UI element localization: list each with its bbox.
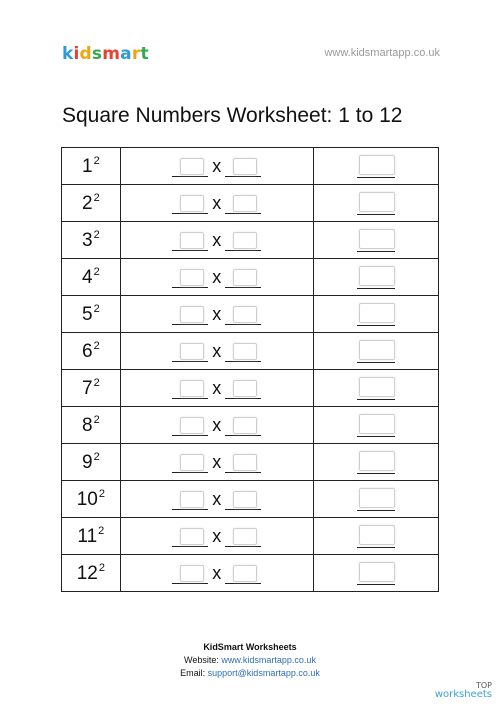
answer-cell xyxy=(313,444,438,481)
factor-input-right[interactable] xyxy=(233,454,257,471)
multiplication-cell xyxy=(120,555,313,592)
factor-input-right[interactable] xyxy=(233,528,257,545)
answer-blank[interactable] xyxy=(357,525,395,548)
table-row xyxy=(62,555,439,592)
answer-input[interactable] xyxy=(359,451,395,471)
factor-blank-right[interactable] xyxy=(225,415,261,436)
factor-blank-right[interactable] xyxy=(225,489,261,510)
factor-blank-right[interactable] xyxy=(225,304,261,325)
table-row xyxy=(62,185,439,222)
square-expression xyxy=(62,296,121,333)
factor-blank-left[interactable] xyxy=(172,489,208,510)
times-symbol: x xyxy=(212,193,222,213)
exponent: 2 xyxy=(93,302,100,315)
square-expression xyxy=(62,370,121,407)
answer-input[interactable] xyxy=(359,340,395,360)
factor-input-left[interactable] xyxy=(180,565,204,582)
times-symbol: x xyxy=(212,563,222,583)
factor-input-left[interactable] xyxy=(180,306,204,323)
base-number: 9 xyxy=(82,451,93,473)
factor-input-right[interactable] xyxy=(233,306,257,323)
multiplication-cell xyxy=(120,185,313,222)
multiplication-cell xyxy=(120,518,313,555)
base-number: 5 xyxy=(82,303,93,325)
top-worksheets-line2: worksheets xyxy=(434,689,492,700)
logo-letter: k xyxy=(62,44,74,64)
factor-input-right[interactable] xyxy=(233,565,257,582)
factor-blank-right[interactable] xyxy=(225,526,261,547)
answer-blank[interactable] xyxy=(357,229,395,252)
factor-input-right[interactable] xyxy=(233,380,257,397)
answer-input[interactable] xyxy=(359,414,395,434)
table-row xyxy=(62,333,439,370)
footer-website-link[interactable]: www.kidsmartapp.co.uk xyxy=(221,655,316,665)
times-symbol: x xyxy=(212,452,222,472)
answer-input[interactable] xyxy=(359,525,395,545)
answer-cell xyxy=(313,370,438,407)
times-symbol: x xyxy=(212,489,222,509)
base-number: 2 xyxy=(82,192,93,214)
logo-letter: r xyxy=(131,44,141,64)
factor-blank-left[interactable] xyxy=(172,193,208,214)
answer-input[interactable] xyxy=(359,266,395,286)
answer-blank[interactable] xyxy=(357,155,395,178)
footer-website-label: Website: xyxy=(184,655,219,665)
square-expression xyxy=(62,555,121,592)
factor-blank-right[interactable] xyxy=(225,563,261,584)
top-worksheets-logo xyxy=(435,681,492,699)
answer-blank[interactable] xyxy=(357,414,395,437)
factor-input-left[interactable] xyxy=(180,454,204,471)
answer-input[interactable] xyxy=(359,377,395,397)
times-symbol: x xyxy=(212,156,222,176)
factor-blank-right[interactable] xyxy=(225,230,261,251)
factor-blank-left[interactable] xyxy=(172,378,208,399)
factor-blank-left[interactable] xyxy=(172,415,208,436)
footer-email-label: Email: xyxy=(180,668,206,678)
logo-letter: m xyxy=(102,44,121,64)
exponent: 2 xyxy=(93,413,100,426)
factor-input-left[interactable] xyxy=(180,269,204,286)
factor-input-left[interactable] xyxy=(180,195,204,212)
factor-input-left[interactable] xyxy=(180,528,204,545)
table-row xyxy=(62,296,439,333)
square-expression xyxy=(62,481,121,518)
exponent: 2 xyxy=(98,524,105,537)
multiplication-cell xyxy=(120,444,313,481)
answer-cell xyxy=(313,296,438,333)
square-expression xyxy=(62,185,121,222)
base-number: 11 xyxy=(77,525,98,547)
factor-blank-right[interactable] xyxy=(225,378,261,399)
exponent: 2 xyxy=(93,376,100,389)
table-row xyxy=(62,518,439,555)
footer-brand: KidSmart Worksheets xyxy=(203,642,297,652)
factor-blank-left[interactable] xyxy=(172,341,208,362)
factor-blank-left[interactable] xyxy=(172,230,208,251)
footer-email-line xyxy=(0,667,500,680)
logo-letter: i xyxy=(73,44,80,64)
base-number: 3 xyxy=(82,229,93,251)
base-number: 6 xyxy=(82,340,93,362)
factor-input-left[interactable] xyxy=(180,158,204,175)
kidsmart-logo xyxy=(62,44,149,64)
factor-input-right[interactable] xyxy=(233,232,257,249)
factor-input-left[interactable] xyxy=(180,232,204,249)
factor-blank-right[interactable] xyxy=(225,156,261,177)
answer-cell xyxy=(313,481,438,518)
factor-input-right[interactable] xyxy=(233,491,257,508)
exponent: 2 xyxy=(98,487,105,500)
exponent: 2 xyxy=(93,228,100,241)
factor-input-left[interactable] xyxy=(180,417,204,434)
multiplication-cell xyxy=(120,407,313,444)
multiplication-cell xyxy=(120,259,313,296)
footer-website-line xyxy=(0,654,500,667)
squares-table xyxy=(61,147,439,592)
site-url: www.kidsmartapp.co.uk xyxy=(324,47,440,59)
factor-blank-right[interactable] xyxy=(225,193,261,214)
factor-blank-right[interactable] xyxy=(225,452,261,473)
answer-cell xyxy=(313,148,438,185)
square-expression xyxy=(62,259,121,296)
answer-blank[interactable] xyxy=(357,340,395,363)
times-symbol: x xyxy=(212,526,222,546)
answer-cell xyxy=(313,555,438,592)
multiplication-cell xyxy=(120,148,313,185)
answer-cell xyxy=(313,407,438,444)
factor-input-right[interactable] xyxy=(233,417,257,434)
answer-cell xyxy=(313,222,438,259)
answer-blank[interactable] xyxy=(357,266,395,289)
factor-input-right[interactable] xyxy=(233,269,257,286)
times-symbol: x xyxy=(212,378,222,398)
factor-blank-left[interactable] xyxy=(172,156,208,177)
footer xyxy=(0,641,500,680)
answer-cell xyxy=(313,333,438,370)
factor-blank-left[interactable] xyxy=(172,304,208,325)
factor-input-right[interactable] xyxy=(233,343,257,360)
base-number: 10 xyxy=(76,488,98,510)
multiplication-cell xyxy=(120,296,313,333)
factor-blank-left[interactable] xyxy=(172,563,208,584)
factor-blank-left[interactable] xyxy=(172,267,208,288)
answer-input[interactable] xyxy=(359,229,395,249)
square-expression xyxy=(62,407,121,444)
logo-letter: s xyxy=(91,44,103,64)
worksheet-title: Square Numbers Worksheet: 1 to 12 xyxy=(62,104,403,127)
square-expression xyxy=(62,518,121,555)
factor-input-left[interactable] xyxy=(180,491,204,508)
answer-input[interactable] xyxy=(359,303,395,323)
times-symbol: x xyxy=(212,415,222,435)
times-symbol: x xyxy=(212,230,222,250)
factor-input-left[interactable] xyxy=(180,343,204,360)
table-row xyxy=(62,407,439,444)
base-number: 12 xyxy=(76,562,98,584)
footer-email-link[interactable]: support@kidsmartapp.co.uk xyxy=(207,668,320,678)
multiplication-cell xyxy=(120,481,313,518)
exponent: 2 xyxy=(93,450,100,463)
square-expression xyxy=(62,148,121,185)
answer-blank[interactable] xyxy=(357,303,395,326)
exponent: 2 xyxy=(93,154,100,167)
table-row xyxy=(62,222,439,259)
exponent: 2 xyxy=(98,561,105,574)
exponent: 2 xyxy=(93,191,100,204)
logo-letter: a xyxy=(120,44,132,64)
times-symbol: x xyxy=(212,267,222,287)
answer-blank[interactable] xyxy=(357,451,395,474)
factor-input-right[interactable] xyxy=(233,158,257,175)
multiplication-cell xyxy=(120,222,313,259)
times-symbol: x xyxy=(212,341,222,361)
logo-letter: t xyxy=(140,44,149,64)
square-expression xyxy=(62,444,121,481)
multiplication-cell xyxy=(120,333,313,370)
answer-blank[interactable] xyxy=(357,562,395,585)
factor-blank-left[interactable] xyxy=(172,452,208,473)
answer-input[interactable] xyxy=(359,155,395,175)
square-expression xyxy=(62,333,121,370)
top-worksheets-line1: TOP xyxy=(475,681,492,690)
answer-blank[interactable] xyxy=(357,377,395,400)
factor-blank-right[interactable] xyxy=(225,341,261,362)
factor-blank-left[interactable] xyxy=(172,526,208,547)
answer-cell xyxy=(313,259,438,296)
answer-input[interactable] xyxy=(359,562,395,582)
base-number: 8 xyxy=(82,414,93,436)
table-row xyxy=(62,370,439,407)
table-row xyxy=(62,148,439,185)
times-symbol: x xyxy=(212,304,222,324)
answer-blank[interactable] xyxy=(357,488,395,511)
square-expression xyxy=(62,222,121,259)
table-row xyxy=(62,259,439,296)
table-row xyxy=(62,444,439,481)
answer-input[interactable] xyxy=(359,488,395,508)
logo-letter: d xyxy=(79,44,92,64)
base-number: 4 xyxy=(82,266,93,288)
factor-input-right[interactable] xyxy=(233,195,257,212)
base-number: 7 xyxy=(82,377,93,399)
exponent: 2 xyxy=(93,265,100,278)
answer-blank[interactable] xyxy=(357,192,395,215)
answer-cell xyxy=(313,518,438,555)
factor-blank-right[interactable] xyxy=(225,267,261,288)
table-row xyxy=(62,481,439,518)
multiplication-cell xyxy=(120,370,313,407)
factor-input-left[interactable] xyxy=(180,380,204,397)
base-number: 1 xyxy=(82,155,93,177)
answer-input[interactable] xyxy=(359,192,395,212)
exponent: 2 xyxy=(93,339,100,352)
answer-cell xyxy=(313,185,438,222)
